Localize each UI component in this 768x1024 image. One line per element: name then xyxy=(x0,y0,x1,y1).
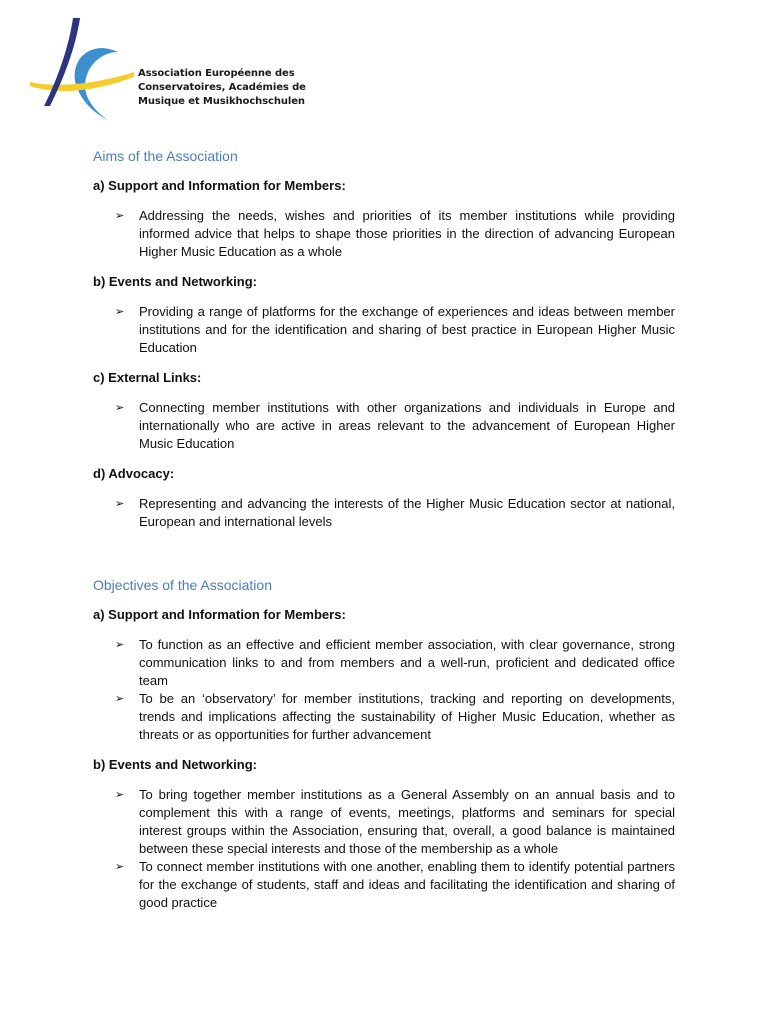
objectives-title: Objectives of the Association xyxy=(93,577,272,593)
document-content xyxy=(93,146,675,912)
list-item xyxy=(93,858,675,912)
logo-line-2: Conservatoires, Académies de xyxy=(138,82,306,93)
aec-logo xyxy=(26,16,306,126)
list-item-text: Connecting member institutions with other organizations and individuals in Europe and internationally who are active in areas relevant to the advancement of European Higher Music Education xyxy=(139,400,675,451)
aims-d-list xyxy=(93,495,675,531)
logo-line-3: Musique et Musikhochschulen xyxy=(138,96,305,107)
list-item-text: To be an ‘observatory’ for member institutions, tracking and reporting on developments, trends and implications affecting the sustainability of Higher Music Education, whether as threats or as opportunities for further advancement xyxy=(139,691,675,742)
list-item-text: To bring together member institutions as a General Assembly on an annual basis and to complement this with a range of events, meetings, platforms and seminars for special interest groups within the Association, ensuring that, overall, a good balance is maintained between these special interests and those of the membership as a whole xyxy=(139,787,675,856)
list-item xyxy=(93,636,675,690)
objectives-a-list xyxy=(93,636,675,744)
aec-logo-icon xyxy=(26,16,138,124)
arrow-bullet-icon: ➢ xyxy=(115,639,125,651)
arrow-bullet-icon: ➢ xyxy=(115,498,125,510)
arrow-bullet-icon: ➢ xyxy=(115,306,125,318)
objectives-b-list xyxy=(93,786,675,912)
objectives-a-heading: a) Support and Information for Members: xyxy=(93,607,346,622)
aims-title: Aims of the Association xyxy=(93,148,238,164)
list-item xyxy=(93,399,675,453)
logo-line-1: Association Européenne des xyxy=(138,68,295,79)
arrow-bullet-icon: ➢ xyxy=(115,402,125,414)
aims-a-heading: a) Support and Information for Members: xyxy=(93,178,346,193)
list-item-text: To connect member institutions with one another, enabling them to identify potential partners for the exchange of students, staff and ideas and facilitating the identification and sharing of good practice xyxy=(139,859,675,910)
list-item xyxy=(93,690,675,744)
objectives-b-heading: b) Events and Networking: xyxy=(93,757,257,772)
list-item xyxy=(93,786,675,858)
list-item xyxy=(93,207,675,261)
logo-text xyxy=(138,67,306,109)
arrow-bullet-icon: ➢ xyxy=(115,210,125,222)
list-item xyxy=(93,303,675,357)
aims-d-heading: d) Advocacy: xyxy=(93,466,175,481)
arrow-bullet-icon: ➢ xyxy=(115,789,125,801)
aims-b-list xyxy=(93,303,675,357)
arrow-bullet-icon: ➢ xyxy=(115,861,125,873)
arrow-bullet-icon: ➢ xyxy=(115,693,125,705)
list-item xyxy=(93,495,675,531)
list-item-text: Providing a range of platforms for the exchange of experiences and ideas between member institutions and for the identification and sharing of best practice in European Higher Music Education xyxy=(139,304,675,355)
aims-c-heading: c) External Links: xyxy=(93,370,202,385)
list-item-text: To function as an effective and efficient member association, with clear governance, strong communication links to and from members and a well-run, proficient and dedicated office team xyxy=(139,637,675,688)
list-item-text: Representing and advancing the interests of the Higher Music Education sector at national, European and international levels xyxy=(139,496,675,529)
aims-a-list xyxy=(93,207,675,261)
aims-b-heading: b) Events and Networking: xyxy=(93,274,257,289)
list-item-text: Addressing the needs, wishes and priorities of its member institutions while providing informed advice that helps to shape those priorities in the direction of advancing European Higher Music Education as a whole xyxy=(139,208,675,259)
aims-c-list xyxy=(93,399,675,453)
